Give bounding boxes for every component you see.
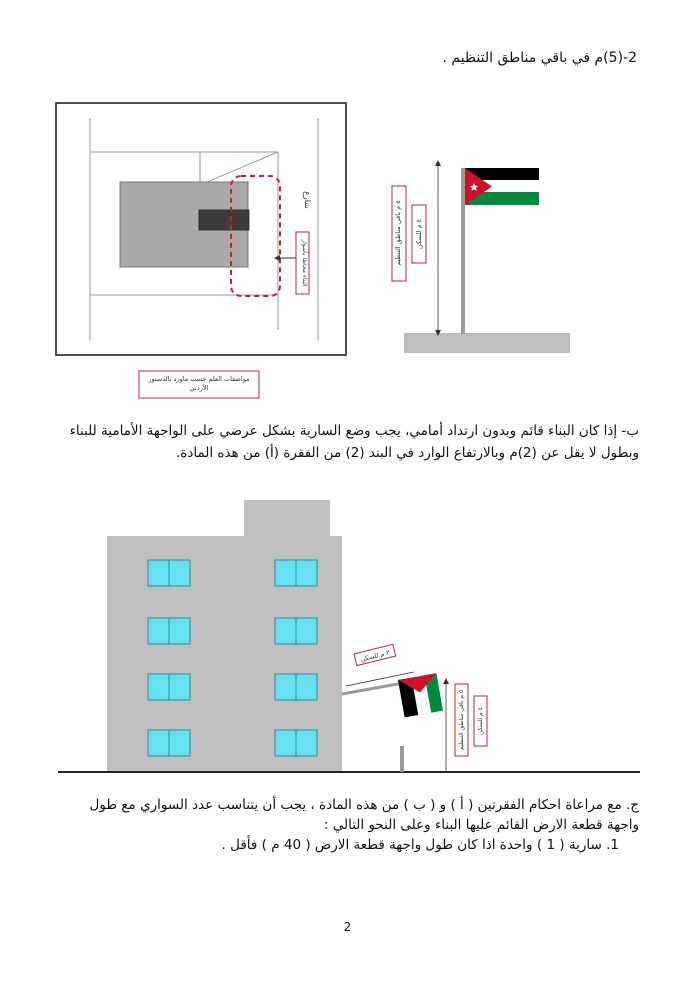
ground-post [400,746,404,772]
diagram-site-plan [0,0,695,410]
spec-caption: مواصفات العلم حسب ماورد بالدستور الأردني [148,375,250,392]
paragraph-j-intro: ج. مع مراعاة احكام الفقرتين ( أ ) و ( ب ) من هذه المادة ، يجب أن يتناسب عدد السواري مع طول واجهة قطعة الارض القائم عليها البناء وعلى النحو التالي : [89,797,639,833]
facade-flag [398,673,443,717]
height-label-other: ٥ م باقي مناطق التنظيم [394,200,402,266]
height-label-res: ٤ م للسكن [415,218,423,250]
diagram-building-facade [0,490,695,790]
building-line-label: البناء محاطا بأسوار [301,239,308,287]
pole-base [404,333,570,353]
facade-height-label-other: ٥ م باقي مناطق التنظيم [458,689,465,751]
paragraph-j [80,795,639,855]
pole-length-label: ٢ م للسكن [359,648,391,664]
roof-block [244,500,330,538]
paragraph-b: ب- إذا كان البناء قائم وبدون ارتداد أمامي، يجب وضع السارية بشكل عرضي على الواجهة الأمامية للبناء وبطول لا يقل عن (2)م وبالارتفاع الوارد في البند (2) من الفقرة (أ) من هذه المادة. [69,423,639,461]
page-number: 2 [343,920,352,934]
street-label: شارع [303,191,312,209]
flag-pole [461,168,465,334]
plan-building-inner [199,210,249,230]
line-2-text: 2-(5)م في باقي مناطق التنظيم . [442,50,637,66]
paragraph-j-item-1: 1. سارية ( 1 ) واحدة اذا كان طول واجهة قطعة الارض ( 40 م ) فأقل . [221,837,619,853]
facade-height-label-res: ٤ م للسكن [477,707,484,735]
